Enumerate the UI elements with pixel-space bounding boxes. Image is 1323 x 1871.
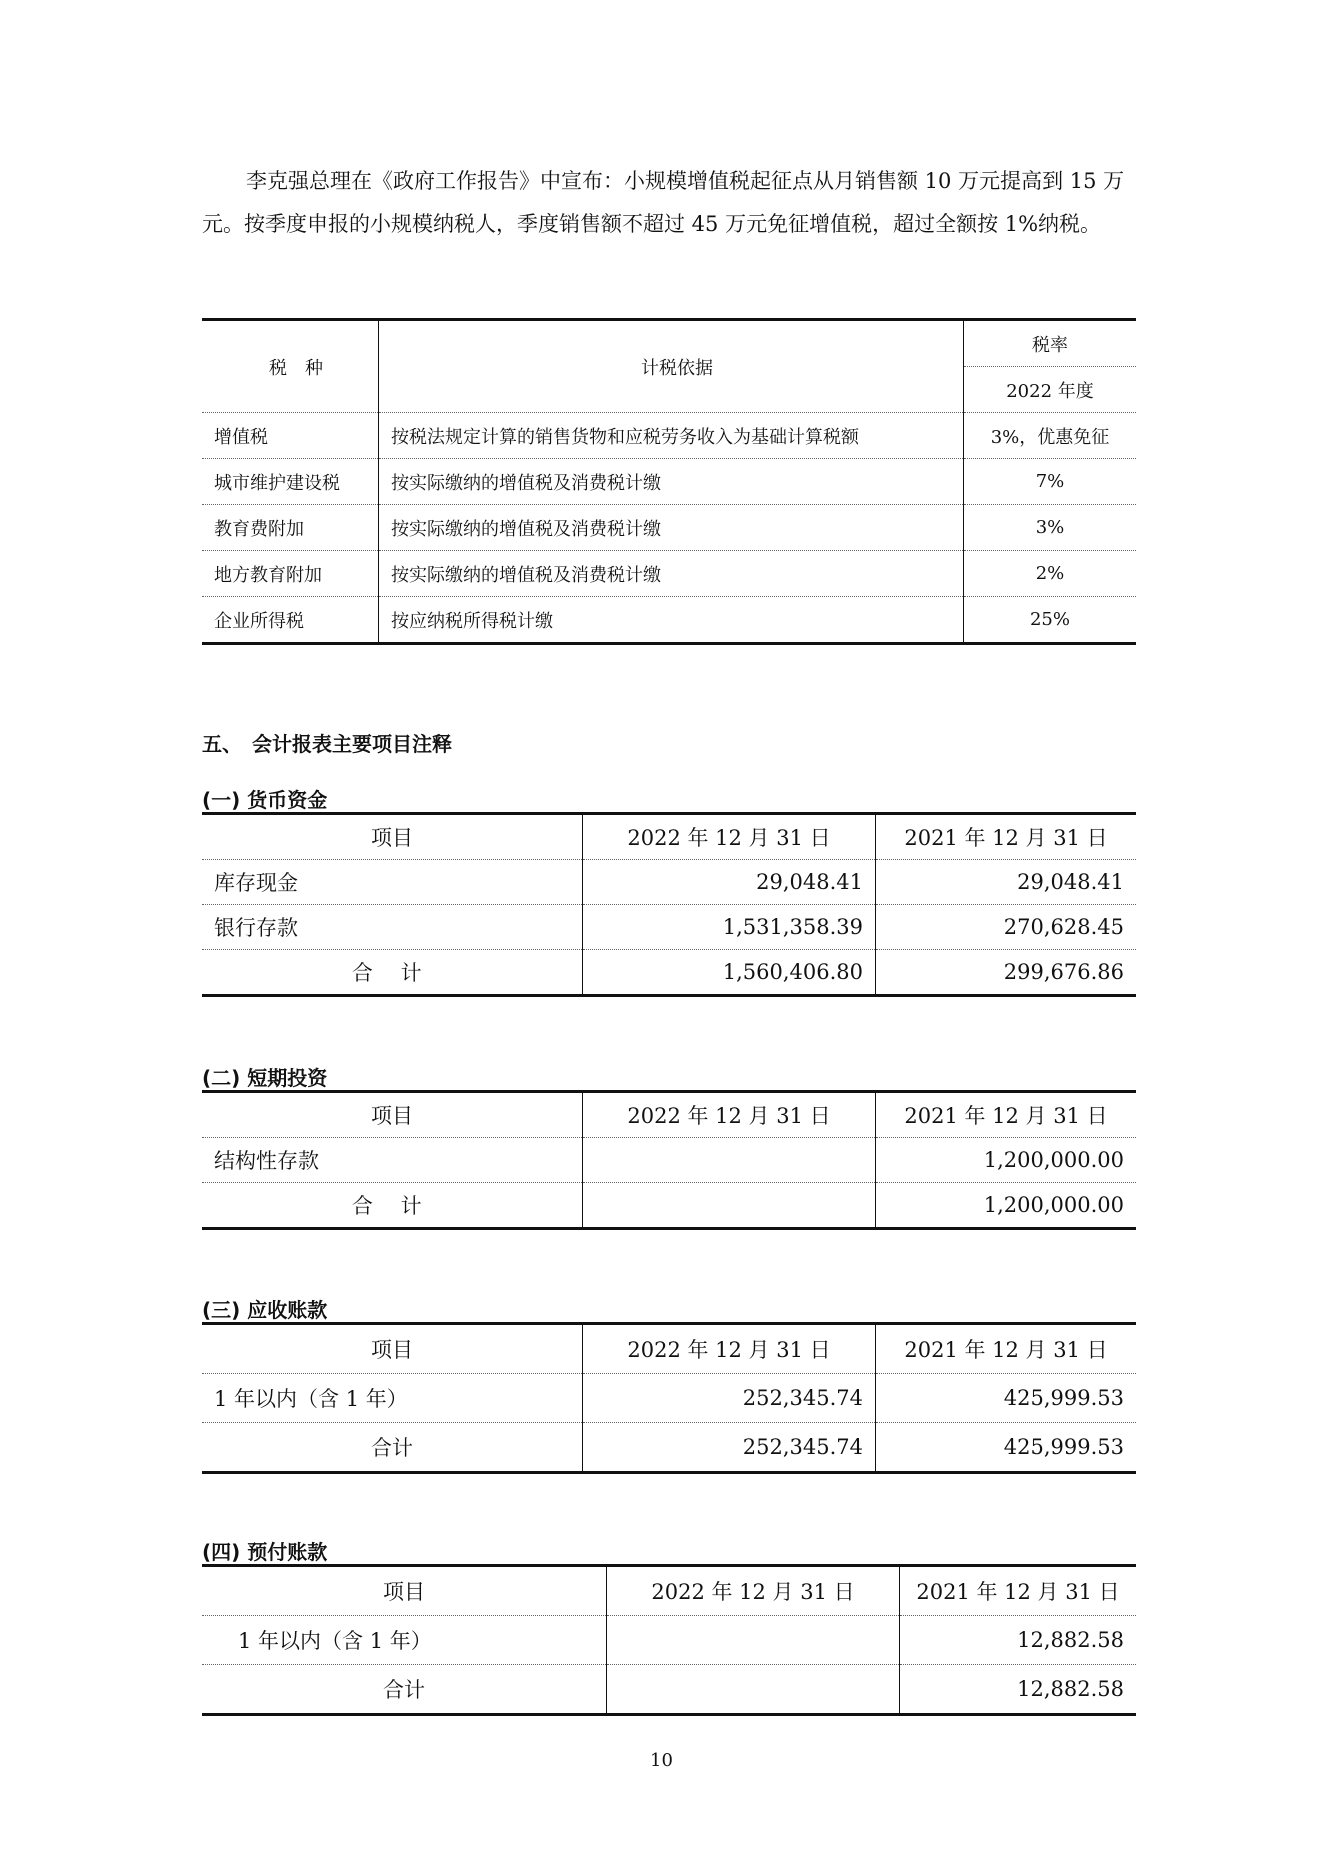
rate-header: 税率 <box>964 320 1137 367</box>
tax-table-header-row <box>202 320 1136 367</box>
basis-cell: 按实际缴纳的增值税及消费税计缴 <box>379 505 964 551</box>
note-title-accounts-receivable: (三) 应收账款 <box>202 1298 328 1322</box>
tax-type-cell: 城市维护建设税 <box>202 459 379 505</box>
value-2021-cell: 270,628.45 <box>876 905 1137 950</box>
intro-paragraph-block <box>202 160 1132 246</box>
total-2022-cell <box>583 1183 876 1229</box>
section-title: 五、 会计报表主要项目注释 <box>202 732 452 756</box>
note-title-prepayments: (四) 预付账款 <box>202 1540 328 1564</box>
tax-type-cell: 企业所得税 <box>214 610 304 632</box>
value-2022-cell <box>607 1616 900 1665</box>
total-2021-cell: 1,200,000.00 <box>983 1193 1124 1217</box>
tax-type-cell: 地方教育附加 <box>202 551 379 597</box>
basis-cell: 按实际缴纳的增值税及消费税计缴 <box>379 551 964 597</box>
item-cell: 结构性存款 <box>202 1138 583 1183</box>
tax-rate-table <box>202 318 1136 645</box>
table-row <box>202 1374 1136 1423</box>
col-2021-header: 2021 年 12 月 31 日 <box>900 1566 1137 1616</box>
total-label: 合 计 <box>351 961 433 985</box>
rate-cell: 3% <box>964 505 1137 551</box>
item-header: 项目 <box>202 1324 583 1374</box>
item-cell: 1 年以内（含 1 年） <box>202 1616 607 1665</box>
total-2022-cell: 1,560,406.80 <box>583 950 876 996</box>
total-row <box>202 1183 1136 1229</box>
note-title-short-term-investment: (二) 短期投资 <box>202 1066 328 1090</box>
item-cell: 银行存款 <box>202 905 583 950</box>
table-header-row <box>202 1324 1136 1374</box>
table-row <box>202 505 1136 551</box>
rate-cell: 2% <box>964 551 1137 597</box>
total-2021-cell: 12,882.58 <box>1017 1677 1124 1701</box>
table-row <box>202 551 1136 597</box>
col-2022-header: 2022 年 12 月 31 日 <box>583 1324 876 1374</box>
value-2021-cell: 12,882.58 <box>900 1616 1137 1665</box>
intro-paragraph: 李克强总理在《政府工作报告》中宣布：小规模增值税起征点从月销售额 10 万元提高到 15 万元。按季度申报的小规模纳税人，季度销售额不超过 45 万元免征增值税，超过全额按 1%纳税。 <box>202 169 1125 236</box>
table-row <box>202 860 1136 905</box>
table-row <box>202 905 1136 950</box>
cash-table <box>202 812 1136 997</box>
col-2021-header: 2021 年 12 月 31 日 <box>876 814 1137 860</box>
col-2022-header: 2022 年 12 月 31 日 <box>607 1566 900 1616</box>
rate-year-header: 2022 年度 <box>964 367 1137 413</box>
accounts-receivable-table <box>202 1322 1136 1474</box>
total-2021-cell: 425,999.53 <box>1003 1435 1124 1459</box>
prepayments-table <box>202 1564 1136 1716</box>
total-2022-cell <box>607 1665 900 1715</box>
col-2021-header: 2021 年 12 月 31 日 <box>876 1324 1137 1374</box>
rate-cell: 3%，优惠免征 <box>964 413 1137 459</box>
item-header: 项目 <box>202 1566 607 1616</box>
basis-cell: 按税法规定计算的销售货物和应税劳务收入为基础计算税额 <box>379 413 964 459</box>
tax-type-cell: 教育费附加 <box>202 505 379 551</box>
total-row <box>202 1423 1136 1473</box>
basis-cell: 按实际缴纳的增值税及消费税计缴 <box>379 459 964 505</box>
total-row <box>202 950 1136 996</box>
value-2022-cell: 252,345.74 <box>583 1374 876 1423</box>
table-row <box>202 459 1136 505</box>
page-number: 10 <box>650 1750 673 1771</box>
table-row <box>202 1616 1136 1665</box>
short-term-investment-table <box>202 1090 1136 1230</box>
value-2022-cell: 29,048.41 <box>583 860 876 905</box>
tax-type-cell: 增值税 <box>202 413 379 459</box>
item-header: 项目 <box>202 814 583 860</box>
total-2021-cell: 299,676.86 <box>1003 960 1124 984</box>
table-row <box>202 1138 1136 1183</box>
item-cell: 1 年以内（含 1 年） <box>202 1374 583 1423</box>
total-label: 合 计 <box>351 1194 433 1218</box>
total-label: 合计 <box>371 1436 413 1460</box>
col-2021-header: 2021 年 12 月 31 日 <box>876 1092 1137 1138</box>
tax-type-header: 税 种 <box>202 320 379 413</box>
col-2022-header: 2022 年 12 月 31 日 <box>583 814 876 860</box>
rate-cell: 7% <box>964 459 1137 505</box>
basis-header: 计税依据 <box>379 320 964 413</box>
value-2021-cell: 425,999.53 <box>876 1374 1137 1423</box>
table-header-row <box>202 1566 1136 1616</box>
value-2022-cell <box>583 1138 876 1183</box>
total-2022-cell: 252,345.74 <box>583 1423 876 1473</box>
item-cell: 库存现金 <box>202 860 583 905</box>
total-label: 合计 <box>383 1678 425 1702</box>
col-2022-header: 2022 年 12 月 31 日 <box>583 1092 876 1138</box>
value-2022-cell: 1,531,358.39 <box>583 905 876 950</box>
basis-cell: 按应纳税所得税计缴 <box>379 597 964 644</box>
value-2021-cell: 1,200,000.00 <box>876 1138 1137 1183</box>
note-title-cash: (一) 货币资金 <box>202 788 328 812</box>
total-row <box>202 1665 1136 1715</box>
table-row <box>202 597 1136 644</box>
rate-cell: 25% <box>1029 609 1070 630</box>
table-header-row <box>202 814 1136 860</box>
table-header-row <box>202 1092 1136 1138</box>
value-2021-cell: 29,048.41 <box>876 860 1137 905</box>
table-row <box>202 413 1136 459</box>
item-header: 项目 <box>202 1092 583 1138</box>
